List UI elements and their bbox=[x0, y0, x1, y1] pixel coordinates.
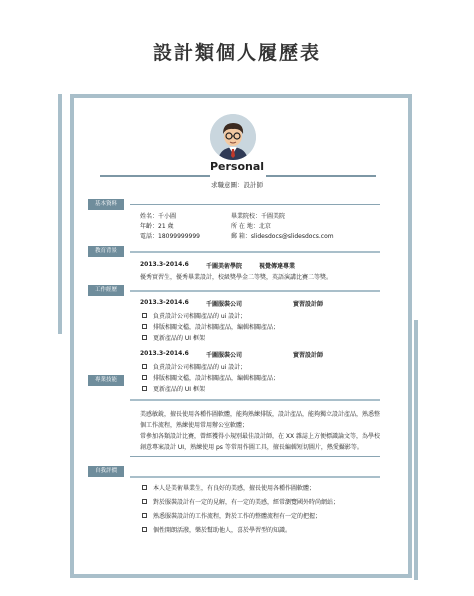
section-tab-self: 自我評價 bbox=[88, 466, 124, 477]
frame-accent-right bbox=[414, 320, 418, 580]
section-rule-skills bbox=[130, 399, 380, 401]
bullet-icon bbox=[142, 499, 147, 504]
bullet-icon bbox=[142, 513, 147, 518]
self-item-1: 本人是美術畢業生，有良好的美感，擅長使用各種作圖軟體； bbox=[153, 485, 316, 492]
work-2-role: 實習設計師 bbox=[293, 352, 324, 359]
edu-period: 2013.3-2014.6 bbox=[140, 261, 189, 268]
work-1-role: 實習設計師 bbox=[293, 301, 324, 308]
skills-line-4: 創意專案設計 UI，熟練使用 ps 等常用作圖工具，擅長編輯短切圖片，熱愛攝影等。 bbox=[140, 444, 363, 451]
name-rule-right bbox=[266, 175, 376, 177]
edu-major: 視覺傳達專業 bbox=[259, 263, 296, 270]
work-2-company: 千圖服裝公司 bbox=[206, 352, 243, 359]
basic-name: 姓名：千小圖 bbox=[140, 213, 177, 220]
section-rule-self bbox=[130, 476, 380, 478]
frame-accent-left bbox=[58, 94, 62, 334]
section-tab-skills: 專業技能 bbox=[88, 375, 124, 386]
edu-school: 千圖美術學院 bbox=[206, 263, 243, 270]
edu-desc: 優秀實習生，優秀畢業設計，校級獎學金二等獎，英語演講比賽二等獎。 bbox=[140, 274, 333, 281]
avatar bbox=[210, 114, 256, 160]
profile-name: Personal bbox=[209, 160, 265, 173]
page-title: 設計類個人履歷表 bbox=[152, 42, 321, 64]
bullet-icon bbox=[142, 527, 147, 532]
bullet-icon bbox=[142, 324, 147, 329]
skills-bottom-rule bbox=[130, 456, 380, 457]
basic-location: 所 在 地：北京 bbox=[231, 223, 271, 230]
bullet-icon bbox=[142, 313, 147, 318]
work-1-company: 千圖服裝公司 bbox=[206, 301, 243, 308]
self-item-2: 對於服裝設計有一定的見解，有一定的美感，經常瀏覽國外時尚網站； bbox=[153, 499, 340, 506]
bullet-icon bbox=[142, 335, 147, 340]
self-item-4: 個性開朗活潑，樂於幫助他人，喜於學習型的知識。 bbox=[153, 527, 292, 534]
basic-school: 畢業院校：千圖美院 bbox=[231, 213, 286, 220]
self-item-3: 熟悉服裝設計的工作流程，對於工作的整體流程有一定的把握； bbox=[153, 513, 322, 520]
bullet-icon bbox=[142, 375, 147, 380]
work-1-item-2: 排版相關文檔，設計相關產品，編輯相關產品； bbox=[153, 324, 280, 331]
work-2-item-2: 排版相關文檔，設計相關產品，編輯相關產品； bbox=[153, 375, 280, 382]
section-tab-work: 工作經歷 bbox=[88, 285, 124, 296]
basic-age: 年齡：21 歲 bbox=[140, 223, 174, 230]
name-rule-left bbox=[100, 175, 210, 177]
section-rule-basic bbox=[130, 204, 380, 205]
bullet-icon bbox=[142, 386, 147, 391]
skills-line-1: 美感敏銳，擅長使用各種作圖軟體，能夠熟練排版，設計產品，能夠獨立設計產品，熟悉整 bbox=[140, 411, 381, 418]
basic-phone: 電話：18099999999 bbox=[140, 233, 200, 240]
section-rule-work bbox=[130, 290, 380, 292]
work-2-period: 2013.3-2014.6 bbox=[140, 350, 189, 357]
avatar-illustration bbox=[210, 114, 256, 160]
skills-line-2: 個工作流程，熟練使用常用辦公室軟體； bbox=[140, 422, 249, 429]
work-1-period: 2013.3-2014.6 bbox=[140, 299, 189, 306]
work-1-item-1: 負責設計公司相關產品的 ui 設計； bbox=[153, 313, 247, 320]
skills-line-3: 常參加各類設計比賽，曾經獲得小規別最佳設計師，在 XX 雜誌上方便標識論文等，為學校 bbox=[140, 433, 381, 440]
job-intention: 求職意圖：設計師 bbox=[211, 181, 263, 189]
basic-email: 郵 箱：slidesdocs@slidesdocs.com bbox=[231, 233, 334, 240]
section-rule-education bbox=[130, 251, 380, 253]
section-tab-basic: 基本資料 bbox=[88, 199, 124, 210]
bullet-icon bbox=[142, 364, 147, 369]
work-1-item-3: 更新產品的 UI 框架 bbox=[153, 335, 205, 342]
work-2-item-1: 負責設計公司相關產品的 ui 設計； bbox=[153, 364, 247, 371]
section-tab-education: 教育背景 bbox=[88, 246, 124, 257]
bullet-icon bbox=[142, 485, 147, 490]
work-2-item-3: 更新產品的 UI 框架 bbox=[153, 386, 205, 393]
